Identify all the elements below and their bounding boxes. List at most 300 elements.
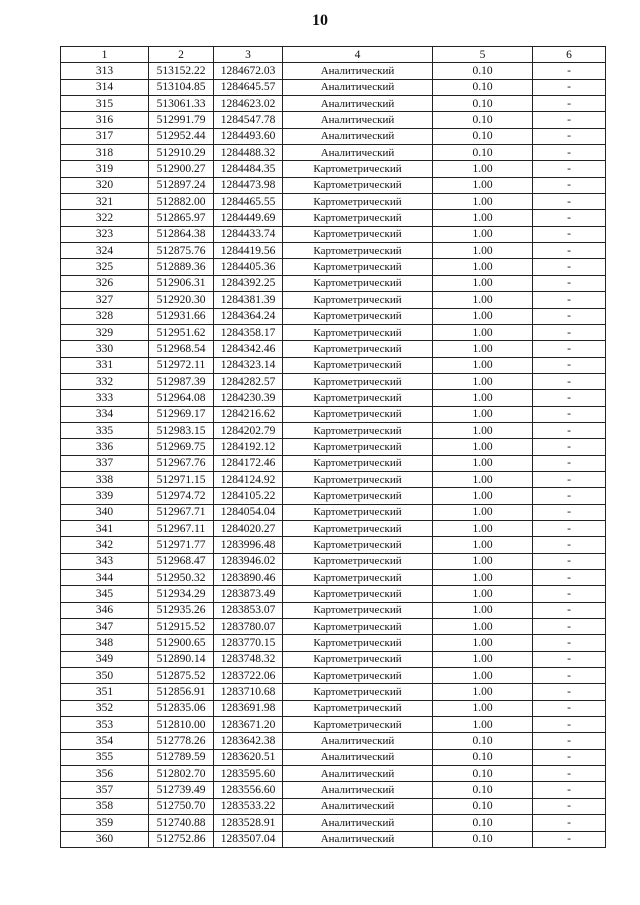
column-header: 4 [283, 47, 433, 63]
table-cell: - [533, 259, 606, 275]
table-cell: 1283595.60 [214, 766, 283, 782]
table-cell: 1.00 [433, 439, 533, 455]
table-cell: Аналитический [283, 63, 433, 79]
table-cell: 326 [61, 275, 149, 291]
table-cell: 321 [61, 194, 149, 210]
table-cell: 1284216.62 [214, 406, 283, 422]
table-cell: Картометрический [283, 406, 433, 422]
table-cell: 512971.77 [149, 537, 214, 553]
table-row [61, 700, 606, 716]
table-cell: - [533, 128, 606, 144]
table-cell: 513061.33 [149, 96, 214, 112]
table-cell: - [533, 520, 606, 536]
table-cell: 512875.52 [149, 668, 214, 684]
table-cell: 512974.72 [149, 488, 214, 504]
table-cell: - [533, 406, 606, 422]
table-cell: - [533, 63, 606, 79]
table-cell: 347 [61, 619, 149, 635]
table-cell: 0.10 [433, 815, 533, 831]
table-cell: - [533, 553, 606, 569]
table-row [61, 79, 606, 95]
table-cell: 1.00 [433, 619, 533, 635]
table-cell: - [533, 373, 606, 389]
table-cell: Картометрический [283, 324, 433, 340]
table-cell: 0.10 [433, 96, 533, 112]
table-row [61, 717, 606, 733]
column-header: 3 [214, 47, 283, 63]
table-cell: - [533, 243, 606, 259]
table-cell: 1284342.46 [214, 341, 283, 357]
table-cell: Аналитический [283, 782, 433, 798]
table-cell: 1.00 [433, 651, 533, 667]
table-cell: 324 [61, 243, 149, 259]
table-cell: 338 [61, 471, 149, 487]
table-cell: 1283722.06 [214, 668, 283, 684]
table-cell: 1284484.35 [214, 161, 283, 177]
table-cell: 1.00 [433, 586, 533, 602]
table-cell: - [533, 177, 606, 193]
table-cell: 1284449.69 [214, 210, 283, 226]
table-cell: 512951.62 [149, 324, 214, 340]
table-cell: 512890.14 [149, 651, 214, 667]
table-cell: 1.00 [433, 488, 533, 504]
table-cell: 1283691.98 [214, 700, 283, 716]
table-cell: 1284358.17 [214, 324, 283, 340]
table-cell: 1284488.32 [214, 145, 283, 161]
table-row [61, 668, 606, 684]
table-cell: Картометрический [283, 504, 433, 520]
table-cell: 512991.79 [149, 112, 214, 128]
table-cell: 1.00 [433, 668, 533, 684]
table-row [61, 112, 606, 128]
table-cell: 318 [61, 145, 149, 161]
table-cell: Картометрический [283, 602, 433, 618]
table-cell: 512987.39 [149, 373, 214, 389]
table-cell: 0.10 [433, 782, 533, 798]
table-row [61, 390, 606, 406]
table-row [61, 471, 606, 487]
table-cell: Картометрический [283, 700, 433, 716]
table-cell: 1283528.91 [214, 815, 283, 831]
table-cell: 512967.71 [149, 504, 214, 520]
table-cell: 1284282.57 [214, 373, 283, 389]
table-cell: Картометрический [283, 226, 433, 242]
table-cell: Картометрический [283, 422, 433, 438]
table-cell: 355 [61, 749, 149, 765]
table-cell: 1.00 [433, 635, 533, 651]
table-cell: - [533, 815, 606, 831]
table-cell: - [533, 717, 606, 733]
table-cell: Картометрический [283, 553, 433, 569]
table-cell: 1284381.39 [214, 292, 283, 308]
table-cell: 512875.76 [149, 243, 214, 259]
table-cell: 512835.06 [149, 700, 214, 716]
table-cell: 1284020.27 [214, 520, 283, 536]
table-cell: 0.10 [433, 128, 533, 144]
table-cell: - [533, 194, 606, 210]
table-cell: 512900.27 [149, 161, 214, 177]
table-cell: 343 [61, 553, 149, 569]
table-cell: 1284405.36 [214, 259, 283, 275]
table-cell: - [533, 161, 606, 177]
table-row [61, 455, 606, 471]
table-cell: 327 [61, 292, 149, 308]
table-row [61, 357, 606, 373]
table-cell: 348 [61, 635, 149, 651]
table-cell: - [533, 96, 606, 112]
table-cell: 349 [61, 651, 149, 667]
table-cell: 512968.47 [149, 553, 214, 569]
table-cell: 1.00 [433, 390, 533, 406]
table-cell: Аналитический [283, 96, 433, 112]
table-body [61, 63, 606, 848]
table-cell: Аналитический [283, 128, 433, 144]
table-cell: 345 [61, 586, 149, 602]
table-cell: 0.10 [433, 112, 533, 128]
table-cell: Аналитический [283, 112, 433, 128]
table-cell: 344 [61, 570, 149, 586]
table-row [61, 439, 606, 455]
table-cell: 1.00 [433, 226, 533, 242]
table-cell: 1.00 [433, 700, 533, 716]
table-row [61, 815, 606, 831]
table-cell: 1.00 [433, 341, 533, 357]
table-row [61, 570, 606, 586]
table-cell: - [533, 619, 606, 635]
table-cell: 1284172.46 [214, 455, 283, 471]
table-cell: 512967.76 [149, 455, 214, 471]
table-cell: 513104.85 [149, 79, 214, 95]
table-cell: Картометрический [283, 455, 433, 471]
table-cell: 1.00 [433, 602, 533, 618]
table-cell: 346 [61, 602, 149, 618]
table-cell: 1283853.07 [214, 602, 283, 618]
table-cell: 0.10 [433, 831, 533, 847]
table-cell: Картометрический [283, 586, 433, 602]
table-cell: 1283671.20 [214, 717, 283, 733]
table-cell: 1284473.98 [214, 177, 283, 193]
table-row [61, 243, 606, 259]
table-cell: - [533, 668, 606, 684]
table-cell: Аналитический [283, 831, 433, 847]
column-header: 2 [149, 47, 214, 63]
table-cell: 1.00 [433, 177, 533, 193]
table-cell: 512752.86 [149, 831, 214, 847]
table-cell: - [533, 537, 606, 553]
table-cell: 1283642.38 [214, 733, 283, 749]
table-row [61, 635, 606, 651]
table-cell: - [533, 766, 606, 782]
table-cell: Картометрический [283, 635, 433, 651]
table-cell: Картометрический [283, 668, 433, 684]
column-header: 5 [433, 47, 533, 63]
table-cell: 1284192.12 [214, 439, 283, 455]
table-cell: - [533, 831, 606, 847]
table-cell: 1.00 [433, 406, 533, 422]
table-cell: 331 [61, 357, 149, 373]
table-cell: 1284230.39 [214, 390, 283, 406]
table-row [61, 520, 606, 536]
table-cell: 513152.22 [149, 63, 214, 79]
table-cell: - [533, 439, 606, 455]
table-row [61, 422, 606, 438]
table-cell: - [533, 210, 606, 226]
table-cell: Картометрический [283, 520, 433, 536]
table-cell: 512739.49 [149, 782, 214, 798]
table-cell: 0.10 [433, 145, 533, 161]
table-cell: 1.00 [433, 259, 533, 275]
table-cell: Аналитический [283, 145, 433, 161]
table-cell: 334 [61, 406, 149, 422]
table-cell: 1284054.04 [214, 504, 283, 520]
table-cell: 1.00 [433, 210, 533, 226]
table-cell: 512810.00 [149, 717, 214, 733]
table-row [61, 782, 606, 798]
table-cell: Картометрический [283, 292, 433, 308]
table-cell: - [533, 700, 606, 716]
table-cell: 1.00 [433, 717, 533, 733]
table-cell: 512865.97 [149, 210, 214, 226]
table-cell: - [533, 275, 606, 291]
table-cell: 512789.59 [149, 749, 214, 765]
table-cell: - [533, 308, 606, 324]
table-cell: 1.00 [433, 553, 533, 569]
table-cell: 337 [61, 455, 149, 471]
table-cell: Картометрический [283, 651, 433, 667]
table-cell: - [533, 145, 606, 161]
table-cell: 1284323.14 [214, 357, 283, 373]
table-row [61, 275, 606, 291]
table-row [61, 145, 606, 161]
table-cell: 1284202.79 [214, 422, 283, 438]
table-cell: Картометрический [283, 243, 433, 259]
table-cell: 1283890.46 [214, 570, 283, 586]
table-cell: 1284105.22 [214, 488, 283, 504]
table-cell: 322 [61, 210, 149, 226]
table-cell: 512968.54 [149, 341, 214, 357]
table-cell: Аналитический [283, 766, 433, 782]
table-cell: Картометрический [283, 373, 433, 389]
table-row [61, 504, 606, 520]
table-cell: 323 [61, 226, 149, 242]
table-cell: 1284493.60 [214, 128, 283, 144]
table-cell: 315 [61, 96, 149, 112]
table-cell: 1.00 [433, 373, 533, 389]
table-cell: 1283780.07 [214, 619, 283, 635]
table-cell: Картометрический [283, 619, 433, 635]
table-cell: 336 [61, 439, 149, 455]
table-cell: 1284623.02 [214, 96, 283, 112]
table-cell: 512983.15 [149, 422, 214, 438]
table-cell: 325 [61, 259, 149, 275]
table-row [61, 749, 606, 765]
table-cell: 0.10 [433, 798, 533, 814]
table-cell: 314 [61, 79, 149, 95]
table-row [61, 341, 606, 357]
table-cell: - [533, 733, 606, 749]
table-cell: 512969.17 [149, 406, 214, 422]
table-cell: 512967.11 [149, 520, 214, 536]
table-row [61, 651, 606, 667]
table-cell: 1.00 [433, 243, 533, 259]
table-cell: 1283710.68 [214, 684, 283, 700]
table-cell: 352 [61, 700, 149, 716]
table-cell: 1283556.60 [214, 782, 283, 798]
table-cell: - [533, 749, 606, 765]
table-row [61, 63, 606, 79]
table-cell: 512952.44 [149, 128, 214, 144]
table-row [61, 537, 606, 553]
table-cell: Картометрический [283, 471, 433, 487]
table-cell: Картометрический [283, 717, 433, 733]
table-cell: Аналитический [283, 798, 433, 814]
coordinates-table [60, 46, 606, 848]
table-cell: 512971.15 [149, 471, 214, 487]
table-cell: 512972.11 [149, 357, 214, 373]
table-cell: 329 [61, 324, 149, 340]
table-cell: 512900.65 [149, 635, 214, 651]
table-cell: 1283996.48 [214, 537, 283, 553]
table-cell: - [533, 357, 606, 373]
table-cell: 0.10 [433, 766, 533, 782]
table-row [61, 619, 606, 635]
table-row [61, 831, 606, 847]
table-cell: 360 [61, 831, 149, 847]
table-cell: - [533, 79, 606, 95]
table-cell: 512802.70 [149, 766, 214, 782]
table-cell: - [533, 570, 606, 586]
table-cell: 0.10 [433, 733, 533, 749]
table-cell: 512964.08 [149, 390, 214, 406]
table-cell: 350 [61, 668, 149, 684]
table-row [61, 733, 606, 749]
table-cell: 1.00 [433, 292, 533, 308]
table-cell: 1.00 [433, 308, 533, 324]
table-cell: 512910.29 [149, 145, 214, 161]
table-row [61, 324, 606, 340]
table-cell: Картометрический [283, 357, 433, 373]
table-header-row [61, 47, 606, 63]
table-cell: 512897.24 [149, 177, 214, 193]
column-header: 6 [533, 47, 606, 63]
table-cell: 1283620.51 [214, 749, 283, 765]
table-cell: 512935.26 [149, 602, 214, 618]
table-cell: Аналитический [283, 733, 433, 749]
table-cell: 1.00 [433, 194, 533, 210]
table-row [61, 161, 606, 177]
table-cell: 320 [61, 177, 149, 193]
table-cell: 356 [61, 766, 149, 782]
table-cell: - [533, 471, 606, 487]
table-cell: - [533, 324, 606, 340]
table-cell: Картометрический [283, 439, 433, 455]
table-cell: 1284547.78 [214, 112, 283, 128]
table-cell: Картометрический [283, 684, 433, 700]
table-cell: Картометрический [283, 570, 433, 586]
table-cell: 316 [61, 112, 149, 128]
table-cell: 512856.91 [149, 684, 214, 700]
table-row [61, 373, 606, 389]
column-header: 1 [61, 47, 149, 63]
page-number: 10 [312, 12, 328, 29]
table-cell: 1283946.02 [214, 553, 283, 569]
table-row [61, 488, 606, 504]
table-cell: 335 [61, 422, 149, 438]
table-cell: 512778.26 [149, 733, 214, 749]
table-cell: - [533, 341, 606, 357]
table-cell: 1283507.04 [214, 831, 283, 847]
table-cell: 512950.32 [149, 570, 214, 586]
table-cell: 1.00 [433, 161, 533, 177]
table-row [61, 553, 606, 569]
table-row [61, 586, 606, 602]
table-cell: 353 [61, 717, 149, 733]
table-cell: 512750.70 [149, 798, 214, 814]
table-cell: Картометрический [283, 259, 433, 275]
table-cell: - [533, 684, 606, 700]
table-row [61, 210, 606, 226]
table-cell: Аналитический [283, 749, 433, 765]
table-row [61, 292, 606, 308]
table-row [61, 128, 606, 144]
table-cell: 1283770.15 [214, 635, 283, 651]
table-cell: 512889.36 [149, 259, 214, 275]
table-cell: 1.00 [433, 520, 533, 536]
table-cell: 512969.75 [149, 439, 214, 455]
table-row [61, 226, 606, 242]
table-cell: Картометрический [283, 537, 433, 553]
table-cell: 1283873.49 [214, 586, 283, 602]
table-cell: - [533, 602, 606, 618]
table-cell: Картометрический [283, 308, 433, 324]
table-cell: 351 [61, 684, 149, 700]
table-cell: 512931.66 [149, 308, 214, 324]
table-cell: 1284433.74 [214, 226, 283, 242]
table-cell: 512920.30 [149, 292, 214, 308]
table-cell: 1284364.24 [214, 308, 283, 324]
table-cell: - [533, 455, 606, 471]
table-cell: Картометрический [283, 161, 433, 177]
table-cell: 1.00 [433, 422, 533, 438]
table-cell: 1283533.22 [214, 798, 283, 814]
table-cell: - [533, 798, 606, 814]
table-row [61, 602, 606, 618]
table-cell: 1283748.32 [214, 651, 283, 667]
table-cell: Картометрический [283, 390, 433, 406]
table-cell: 512864.38 [149, 226, 214, 242]
table-cell: - [533, 112, 606, 128]
table-cell: 330 [61, 341, 149, 357]
table-cell: 1284419.56 [214, 243, 283, 259]
table-cell: 1.00 [433, 684, 533, 700]
table-cell: Картометрический [283, 194, 433, 210]
table-cell: 1.00 [433, 324, 533, 340]
table-cell: 317 [61, 128, 149, 144]
table-cell: 339 [61, 488, 149, 504]
table-cell: Картометрический [283, 275, 433, 291]
table-cell: - [533, 292, 606, 308]
table-cell: 512882.00 [149, 194, 214, 210]
table-cell: 357 [61, 782, 149, 798]
table-cell: - [533, 390, 606, 406]
table-cell: 342 [61, 537, 149, 553]
table-cell: 319 [61, 161, 149, 177]
table-cell: 1284645.57 [214, 79, 283, 95]
table-cell: - [533, 782, 606, 798]
table-cell: 1.00 [433, 537, 533, 553]
table-row [61, 308, 606, 324]
table-cell: 1.00 [433, 455, 533, 471]
